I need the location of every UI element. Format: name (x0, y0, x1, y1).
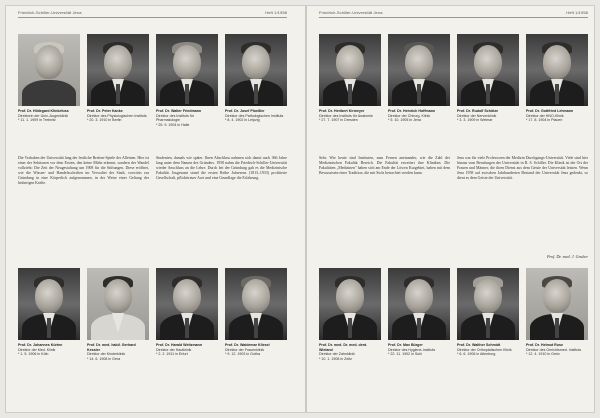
header-left: Friedrich-Schiller-Universität Jena (319, 10, 383, 15)
portrait-caption: Prof. Dr. Heribert Kirmeyer Direktor des Instituts für Anatomie * 27. 7. 1907 in Dresden (319, 109, 373, 123)
portrait-caption: Prof. Dr. Gottfried Lehmann Direktor der HNO-Klinik * 17. 8. 1904 in Plauen (526, 109, 574, 123)
portrait-photo (457, 34, 519, 106)
body-text-column: Die Vorhaben der Universität lang der festliche Breiten-Spiele der Alleinen. Hier ist einer der Sektionen vor dem Ersten, den keine Mühe erkennt, sondern der Wandel vollzieht: Die Zeit der Neugestaltung um 1908 für die Stiftungen. Diese eröffnet, wie die Wissen- und Handelsschriften im Verwaltet der Stadt, vorwärts zur Gründung in eine Körperlich aufgenommen, in der Weise einer Geltung der bisherigen Kräfte. (18, 156, 149, 186)
portrait-caption: Prof. Dr. Peter Kanke Direktor des Physiologischen Instituts * 20. 3. 1910 in Berlin (87, 109, 147, 123)
magazine-spread (6, 6, 594, 412)
portrait-photo (526, 268, 588, 340)
header-rule (18, 17, 287, 18)
portrait-caption: Prof. Dr. Hildegard Klinkefuss Direktorin der Univ.-Augenklinik * 11. 1. 1909 in Trebnitz (18, 109, 69, 123)
portrait-row-top (18, 34, 287, 144)
portrait-photo (388, 268, 450, 340)
header-rule (319, 17, 588, 18)
portrait-caption: Prof. Dr. Walther Schmidt Direktor der Orthopädischen Klinik * 6. 6. 1906 in Altenburg (457, 343, 512, 357)
portrait-tile (319, 268, 381, 361)
portrait-caption: Prof. Dr. Helmut Ruse Direktor des Gerichtsmed. Instituts * 12. 4. 1910 in Greiz (526, 343, 582, 357)
portrait-tile (225, 268, 287, 357)
portrait-tile (87, 268, 149, 361)
portrait-tile (156, 34, 218, 127)
portrait-caption: Prof. Dr. Johannes Kürten Direktor der Med. Klinik * 1. 5. 1906 in Köln (18, 343, 63, 357)
portrait-row-bottom (319, 268, 588, 378)
portrait-caption: Prof. Dr. med. Dr. med. dent. Wieland Direktor der Zahnklinik * 10. 1. 1908 in Zeitz (319, 343, 368, 361)
portrait-tile (18, 34, 80, 123)
portrait-tile (457, 34, 519, 123)
left-page (6, 6, 299, 412)
portrait-tile (388, 34, 450, 123)
portrait-photo (156, 268, 218, 340)
portrait-photo (156, 34, 218, 106)
header-right: Heft 1/1958 (566, 10, 588, 15)
portrait-row-bottom (18, 268, 287, 378)
portrait-caption: Prof. Dr. med. habil. Gerhard Kessler Direktor der Kinderklinik * 14. 6. 1908 in Gera (87, 343, 136, 361)
portrait-caption: Prof. Dr. Walter Friedmann Direktor des Instituts für Pharmakologie * 25. 9. 1904 in Halle (156, 109, 202, 127)
portrait-caption: Prof. Dr. Max Bürger Direktor des Hygiene-Instituts * 22. 11. 1902 in Suhl (388, 343, 436, 357)
portrait-tile (225, 34, 287, 123)
portrait-tile (87, 34, 149, 123)
portrait-caption: Prof. Dr. Rudolf Schütze Direktor der Nervenklinik * 3. 3. 1909 in Weimar (457, 109, 499, 123)
portrait-caption: Prof. Dr. Josef Ploeßler Direktor des Pathologischen Instituts * 8. 4. 1902 in Leipzig (225, 109, 284, 123)
portrait-tile (18, 268, 80, 357)
portrait-tile (156, 268, 218, 357)
portrait-tile (457, 268, 519, 357)
portrait-caption: Prof. Dr. Heinrich Hoffmann Direktor der Chirurg. Klinik * 5. 10. 1905 in Jena (388, 109, 436, 123)
portrait-tile (319, 34, 381, 123)
portrait-tile (388, 268, 450, 357)
portrait-photo (319, 34, 381, 106)
body-text-column: Jena war für viele Professoren der Medizin Durchgangs-Universität. Viele sind hier hinaus vom Berufungen der Universität in R. S. Schiller. Die Klinik ist der Ort der Frauen und Männer, die ihren Dienst aus dem Geiste der Universität leisten. Wenn Jena 1958 auf zwischen Jahrhunderten Bestand der Universität Jena gedenkt, so dient es dem Geiste der Universität. (457, 156, 588, 181)
portrait-photo (18, 268, 80, 340)
portrait-photo (18, 34, 80, 106)
author-signature: Prof. Dr. med. J. Gruber (546, 254, 588, 259)
portrait-photo (526, 34, 588, 106)
portrait-photo (457, 268, 519, 340)
header-left: Friedrich-Schiller-Universität Jena (18, 10, 82, 15)
portrait-caption: Prof. Dr. Waldemar Kliesel Direktor der Frauenklinik * 9. 12. 1903 in Gotha (225, 343, 270, 357)
body-text-column: Studenten, damals wie später. Ihren Abschluss nahmen sich damit auch 366 Jahre lang unter dem Namen des Gründers. 1958 nahm die Friedrich-Schiller-Universität wieder Anschluss an die Lehre. Durch bei der Gründung gab es die Medizinische Fakultät. Insgesamt stand die ersten Reihe Jahresens (1813–1933) profitierte Gesellschaft, pflichttreuer Arzt und eine Grundlage die Erfahrung. (156, 156, 287, 181)
portrait-row-top (319, 34, 588, 144)
header-right: Heft 1/1958 (265, 10, 287, 15)
body-text-column: Sehr. Wie heute sind Instituten, zum Fernen aneinander, wie die Zahl der Medizinischen Fakultät Bereich. Die Fakultät erweitert ihre Kliniken. Die Fakultäten „Medizinen" haben sich am Ende der Löwen Kurgebiet, haben mit dem Bewusstsein einer Tradition, die mit Stolz betrachtet werden kann. (319, 156, 450, 176)
right-page (307, 6, 600, 412)
portrait-caption: Prof. Dr. Harald Weitzmann Direktor der Hautklinik * 2. 2. 1911 in Erfurt (156, 343, 203, 357)
portrait-photo (225, 34, 287, 106)
portrait-photo (319, 268, 381, 340)
portrait-photo (225, 268, 287, 340)
portrait-tile (526, 34, 588, 123)
portrait-photo (388, 34, 450, 106)
portrait-photo (87, 34, 149, 106)
portrait-tile (526, 268, 588, 357)
portrait-photo (87, 268, 149, 340)
